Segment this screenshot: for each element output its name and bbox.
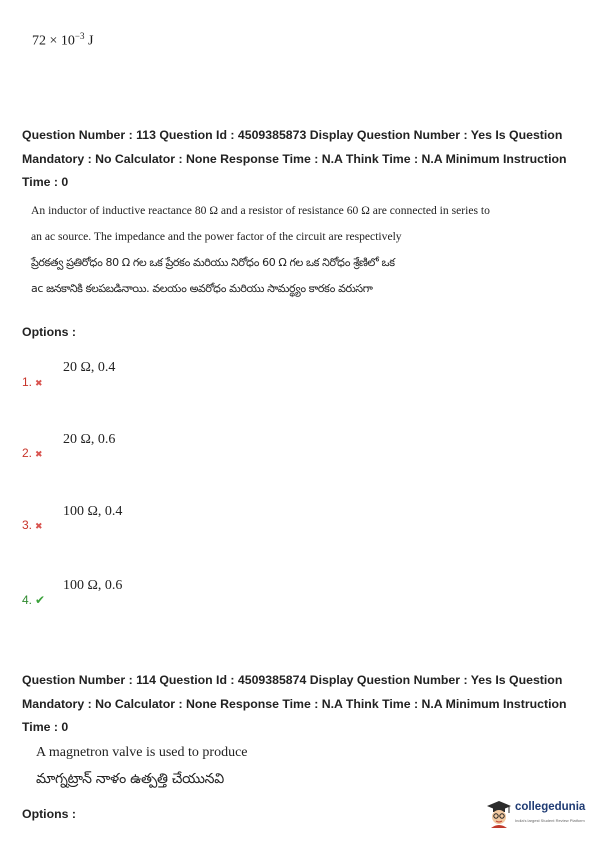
- option-1-text: 20 Ω, 0.4: [63, 360, 116, 375]
- question-114-options-label: Options :: [22, 807, 76, 821]
- cross-icon: ✖: [35, 521, 43, 531]
- question-114-text-te: మాగ్నట్రాన్ నాళం ఉత్పత్తి చేయునవి: [36, 771, 224, 787]
- option-3-number: 3. ✖: [22, 518, 43, 532]
- question-113-header-line1: Question Number : 113 Question Id : 4509385873 Display Question Number : Yes Is Question: [22, 128, 563, 142]
- collegedunia-logo: [486, 798, 586, 832]
- option-2-text: 20 Ω, 0.6: [63, 432, 116, 447]
- question-113-text-te-line2: ac జనకానికి కలపబడినాయి. వలయం అవరోధం మరియు సామర్థ్యం కారకం వరుసగా: [31, 282, 373, 295]
- previous-answer-unit: J: [84, 33, 94, 49]
- question-113-text-en-line2: an ac source. The impedance and the power factor of the circuit are respectively: [31, 230, 402, 243]
- question-114-header-line1: Question Number : 114 Question Id : 4509385874 Display Question Number : Yes Is Question: [22, 673, 563, 687]
- option-3-text: 100 Ω, 0.4: [63, 504, 123, 519]
- question-113-header-line2: Mandatory : No Calculator : None Response Time : N.A Think Time : N.A Minimum Instruction: [22, 151, 567, 166]
- question-113-header: [22, 124, 582, 195]
- option-4-number: 4. ✔: [22, 593, 46, 607]
- question-114-text-en: A magnetron valve is used to produce: [36, 745, 248, 760]
- cross-icon: ✖: [35, 449, 43, 459]
- question-114-header-line3: Time : 0: [22, 720, 69, 734]
- student-mascot-icon: [486, 800, 512, 828]
- checkmark-icon: ✔: [35, 593, 46, 607]
- logo-tagline: India's largest Student Review Platform: [515, 818, 585, 823]
- previous-answer: [32, 31, 93, 50]
- option-4-text: 100 Ω, 0.6: [63, 578, 123, 593]
- cross-icon: ✖: [35, 378, 43, 388]
- question-114-header-line2: Mandatory : No Calculator : None Response Time : N.A Think Time : N.A Minimum Instruction: [22, 696, 567, 711]
- previous-answer-exponent: −3: [74, 31, 85, 41]
- option-1-number: 1. ✖: [22, 375, 43, 389]
- logo-name: collegedunia: [515, 801, 586, 813]
- previous-answer-base: 72 × 10: [32, 33, 75, 49]
- question-113-text: [31, 198, 576, 302]
- question-113-text-en-line1: An inductor of inductive reactance 80 Ω and a resistor of resistance 60 Ω are connected in series to: [31, 204, 490, 217]
- question-113-header-line3: Time : 0: [22, 175, 69, 189]
- option-2-number: 2. ✖: [22, 446, 43, 460]
- question-113-text-te-line1: ప్రేరకత్వ ప్రతిరోధం 80 Ω గల ఒక ప్రేరకం మరియు నిరోధం 60 Ω గల ఒక నిరోధం శ్రేణిలో ఒక: [31, 256, 395, 269]
- question-113-options-label: Options :: [22, 325, 76, 339]
- question-114-header: [22, 669, 582, 740]
